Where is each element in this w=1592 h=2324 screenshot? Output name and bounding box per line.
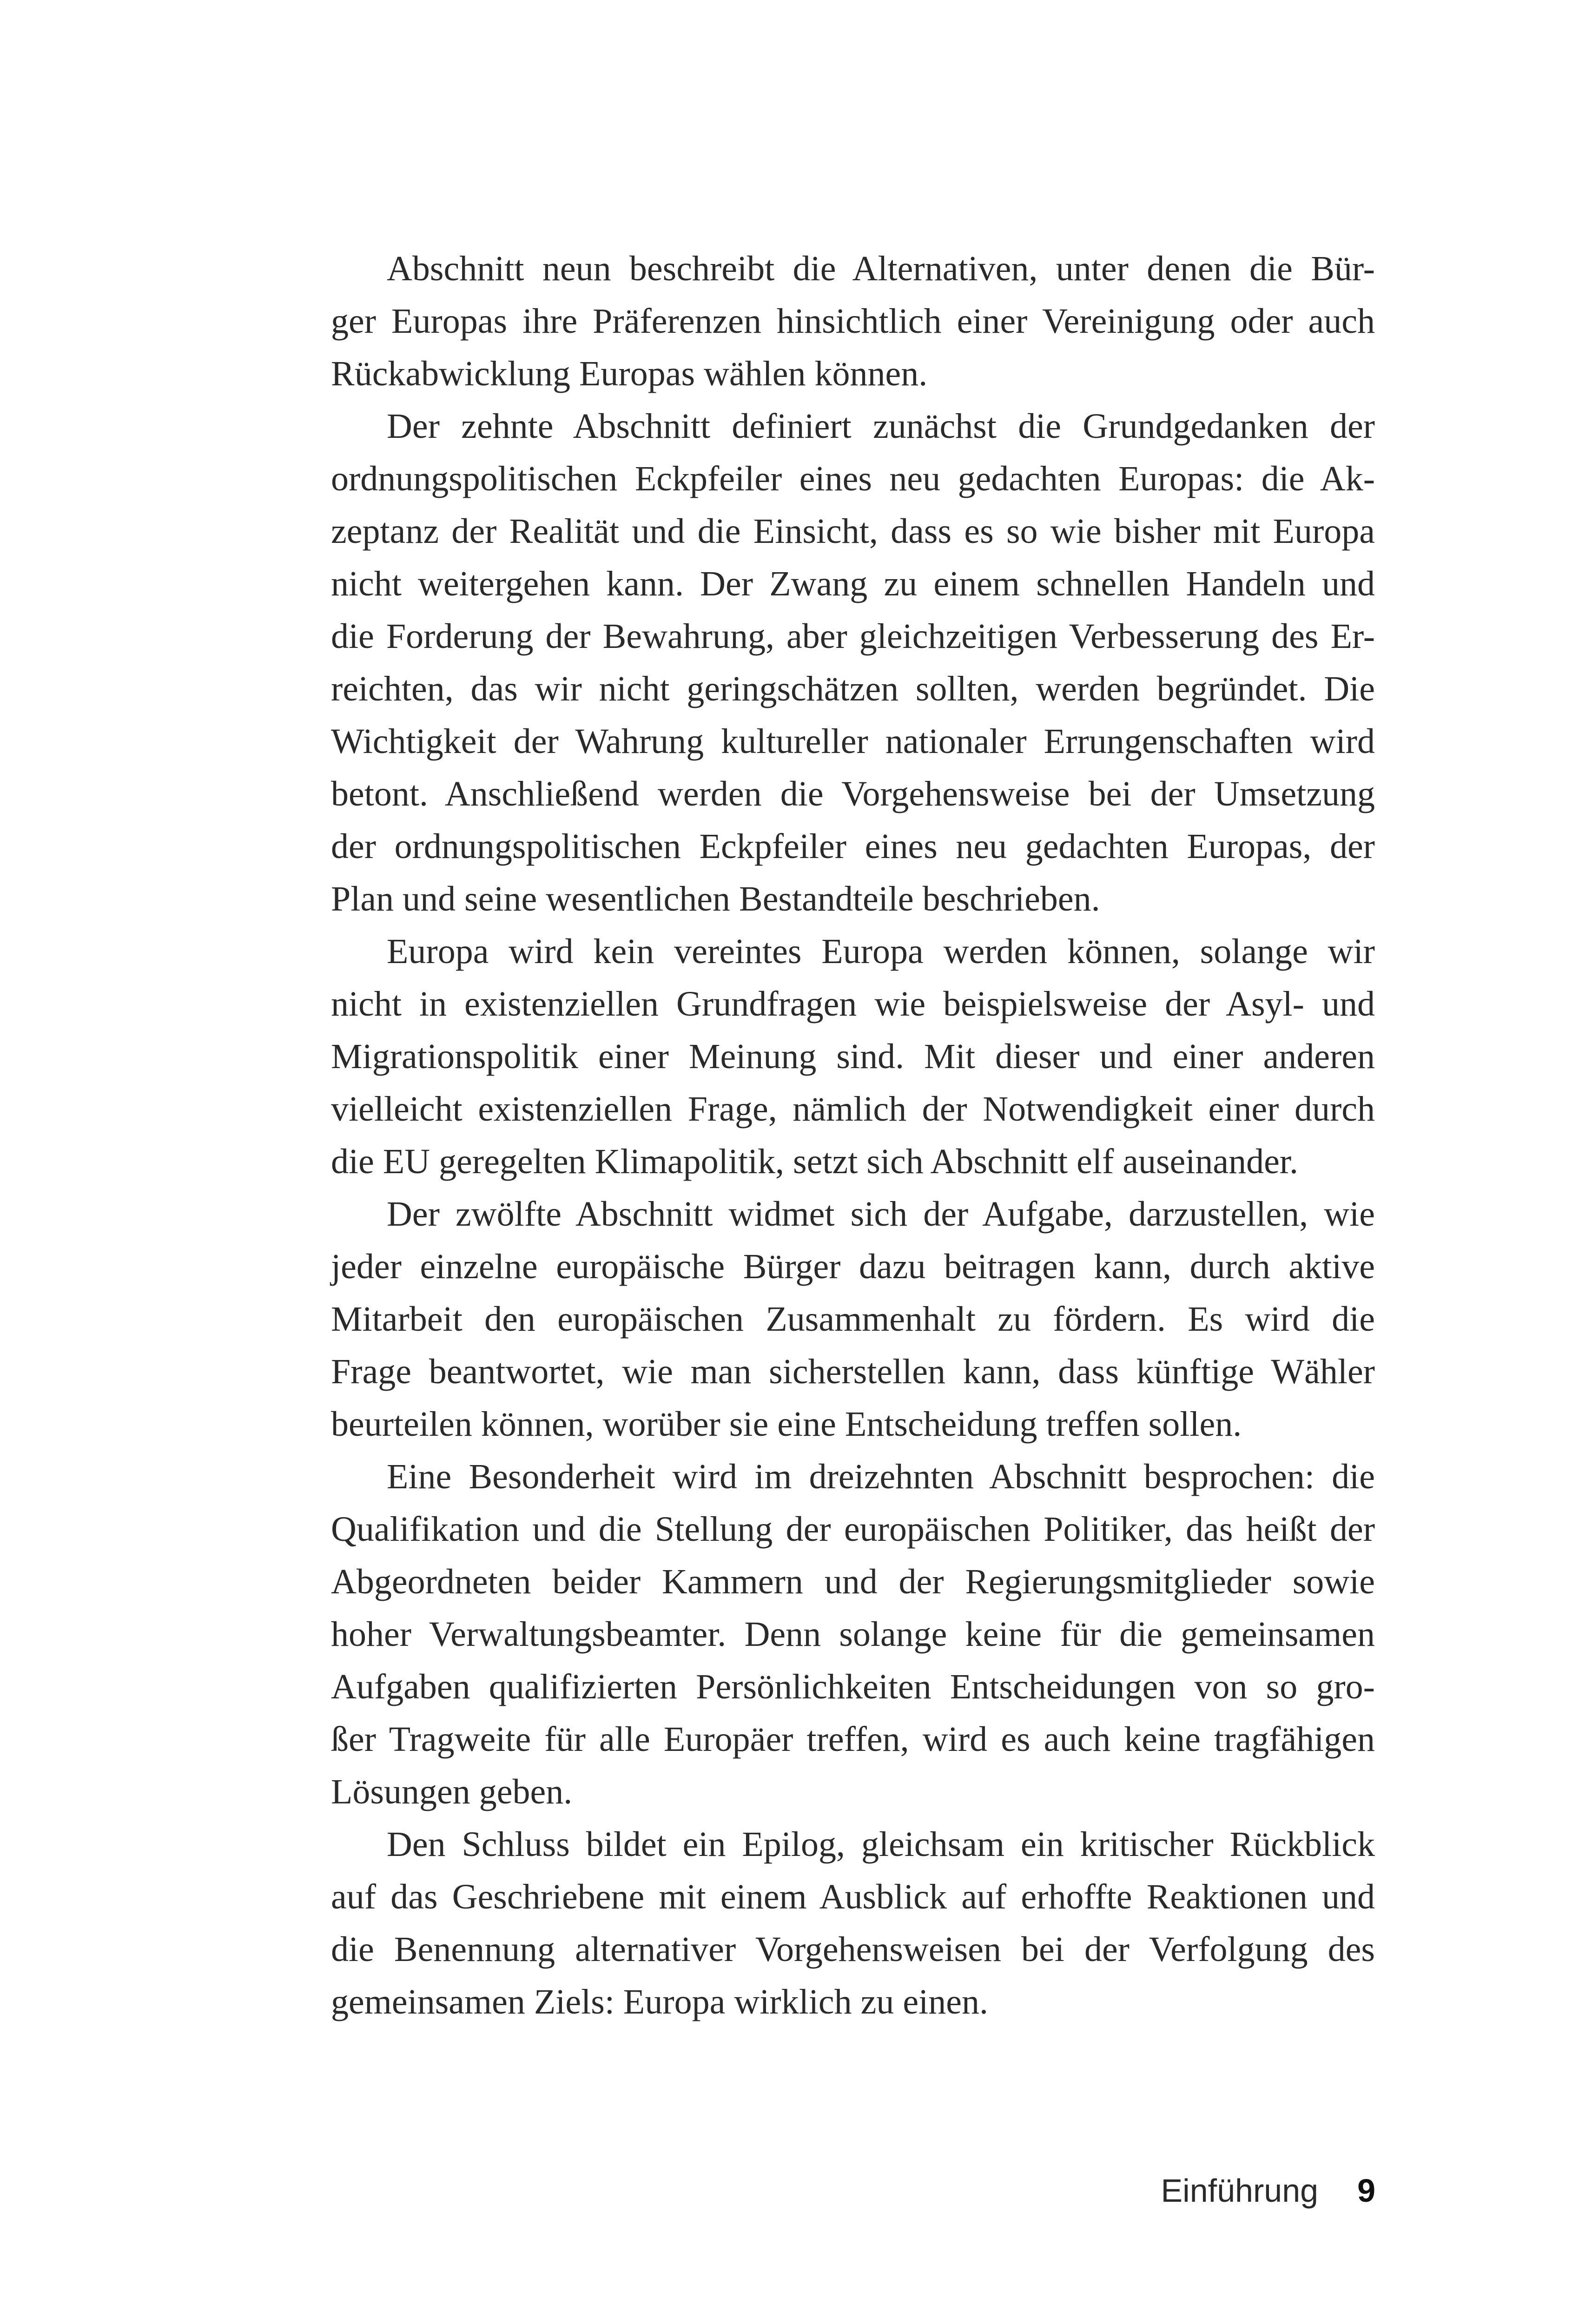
text-line: hoher Verwaltungsbeamter. Denn solange keine für die gemeinsamen (331, 1615, 1375, 1654)
text-line: gemeinsamen Ziels: Europa wirklich zu einen. (331, 1982, 988, 2021)
text-line: die Benennung alternativer Vorgehensweisen bei der Verfolgung des (331, 1930, 1375, 1969)
text-line: der ordnungspolitischen Eckpfeiler eines neu gedachten Europas, der (331, 827, 1375, 866)
text-line: die EU geregelten Klimapolitik, setzt sich Abschnitt elf auseinander. (331, 1142, 1298, 1181)
text-line: Aufgaben qualifizierten Persönlichkeiten Entscheidungen von so gro- (331, 1667, 1375, 1706)
text-line: nicht weitergehen kann. Der Zwang zu einem schnellen Handeln und (331, 564, 1375, 603)
text-line: ßer Tragweite für alle Europäer treffen, wird es auch keine tragfähigen (331, 1720, 1375, 1759)
text-line: nicht in existenziellen Grundfragen wie beispielsweise der Asyl- und (331, 984, 1375, 1023)
text-line: Plan und seine wesentlichen Bestandteile beschrieben. (331, 879, 1100, 918)
text-line: Abgeordneten beider Kammern und der Regierungsmitglieder sowie (331, 1562, 1375, 1601)
text-line: ger Europas ihre Präferenzen hinsichtlich einer Vereinigung oder auch (331, 302, 1375, 341)
text-line: ordnungspolitischen Eckpfeiler eines neu gedachten Europas: die Ak- (331, 459, 1375, 498)
running-footer-title: Einführung (1161, 2172, 1319, 2209)
text-line: zeptanz der Realität und die Einsicht, dass es so wie bisher mit Europa (331, 512, 1375, 551)
text-line: Europa wird kein vereintes Europa werden können, solange wir (387, 932, 1375, 971)
text-line: beurteilen können, worüber sie eine Entscheidung treffen sollen. (331, 1405, 1242, 1444)
page-footer (1161, 2170, 1375, 2212)
body-text (275, 243, 1375, 2028)
text-line: reichten, das wir nicht geringschätzen sollten, werden begründet. Die (331, 669, 1375, 708)
text-line: vielleicht existenziellen Frage, nämlich der Notwendigkeit einer durch (331, 1089, 1375, 1129)
text-line: Migrationspolitik einer Meinung sind. Mit dieser und einer anderen (331, 1037, 1375, 1076)
text-line: Der zwölfte Abschnitt widmet sich der Aufgabe, darzustellen, wie (387, 1195, 1375, 1234)
text-line: betont. Anschließend werden die Vorgehensweise bei der Umsetzung (331, 774, 1375, 813)
text-line: Mitarbeit den europäischen Zusammenhalt zu fördern. Es wird die (331, 1300, 1375, 1339)
paragraph (275, 925, 1375, 1188)
text-line: jeder einzelne europäische Bürger dazu beitragen kann, durch aktive (331, 1247, 1375, 1286)
text-line: Qualifikation und die Stellung der europäischen Politiker, das heißt der (331, 1510, 1375, 1549)
text-line: auf das Geschriebene mit einem Ausblick auf erhoffte Reaktionen und (331, 1877, 1375, 1916)
text-line: Wichtigkeit der Wahrung kultureller nationaler Errungenschaften wird (331, 722, 1375, 761)
paragraph (275, 1451, 1375, 1818)
text-line: Abschnitt neun beschreibt die Alternativen, unter denen die Bür- (387, 249, 1375, 288)
text-line: Lösungen geben. (331, 1772, 573, 1811)
text-line: Den Schluss bildet ein Epilog, gleichsam ein kritischer Rückblick (387, 1825, 1375, 1864)
page-number: 9 (1357, 2172, 1375, 2209)
text-line: Eine Besonderheit wird im dreizehnten Abschnitt besprochen: die (387, 1457, 1375, 1496)
paragraph (275, 1818, 1375, 2028)
text-line: Der zehnte Abschnitt definiert zunächst die Grundgedanken der (387, 407, 1375, 446)
paragraph (275, 1188, 1375, 1451)
text-line: Frage beantwortet, wie man sicherstellen kann, dass künftige Wähler (331, 1352, 1375, 1391)
paragraph (275, 400, 1375, 925)
paragraph (275, 243, 1375, 400)
text-line: Rückabwicklung Europas wählen können. (331, 354, 928, 393)
text-line: die Forderung der Bewahrung, aber gleichzeitigen Verbesserung des Er- (331, 617, 1375, 656)
